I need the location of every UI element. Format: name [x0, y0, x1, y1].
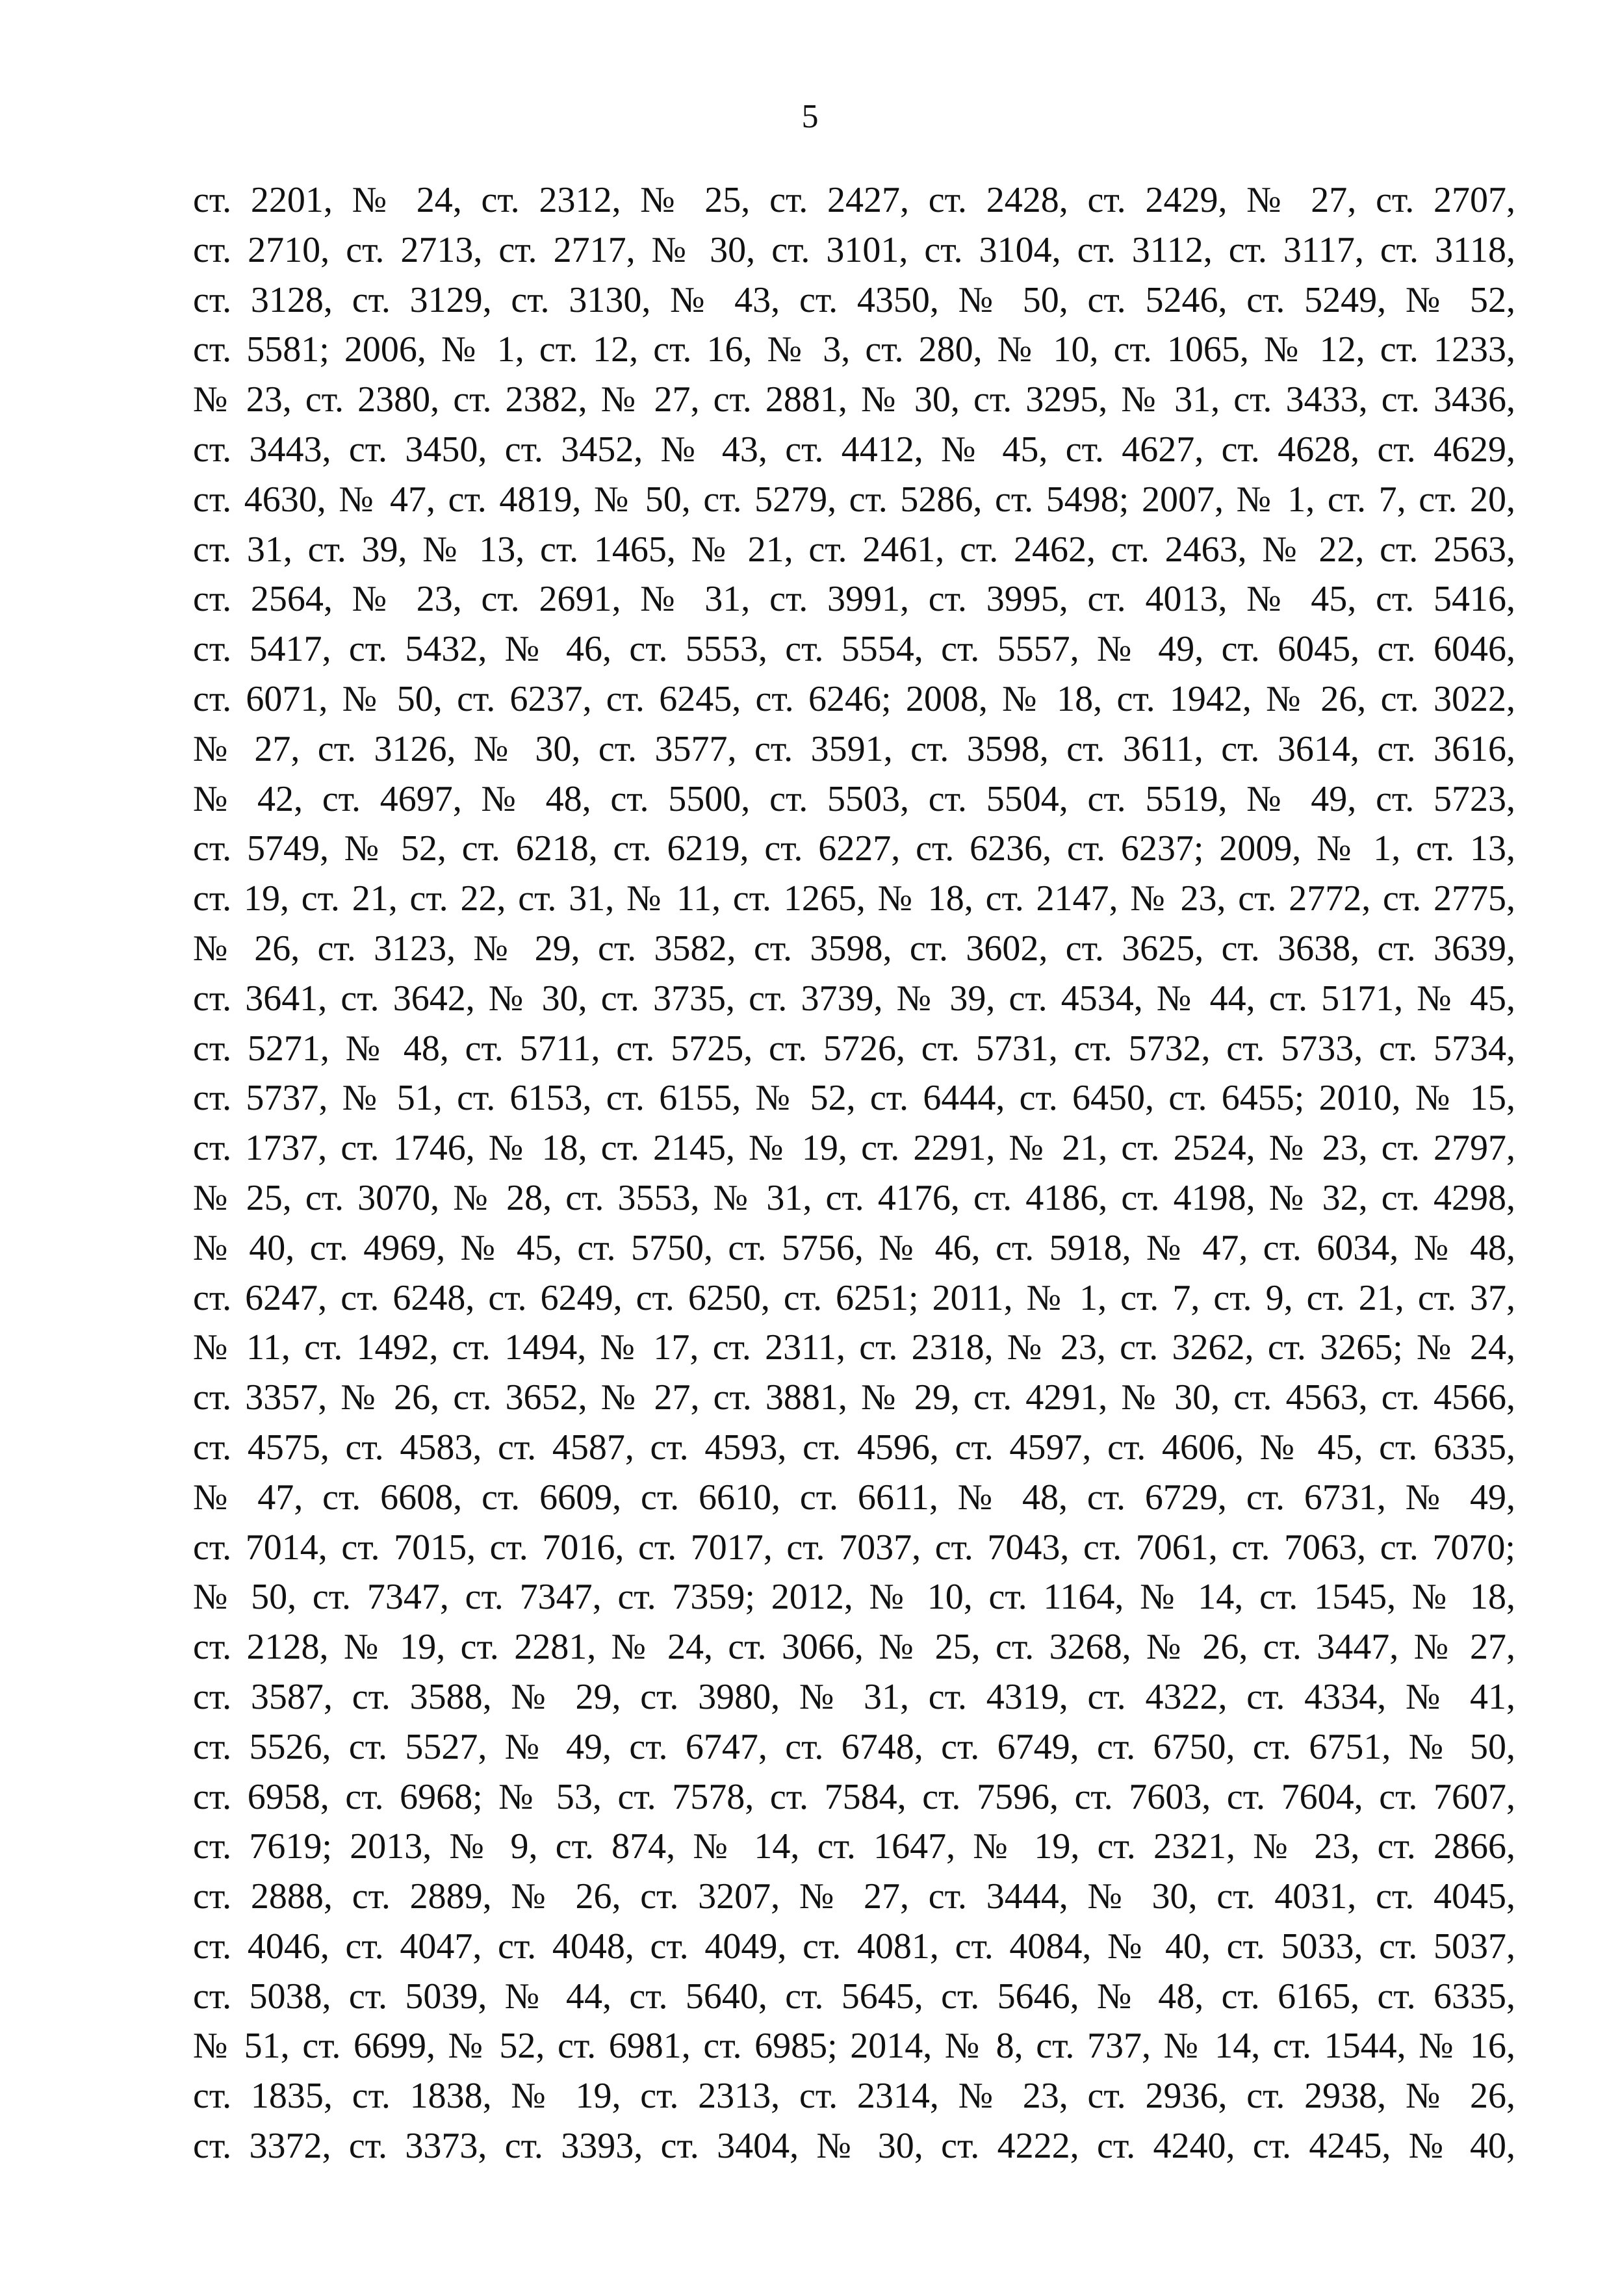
text-line: ст. 4046, ст. 4047, ст. 4048, ст. 4049, ст. 4081, ст. 4084, № 40, ст. 5033, ст. 5037,: [193, 1926, 1515, 1967]
text-line: ст. 2710, ст. 2713, ст. 2717, № 30, ст. 3101, ст. 3104, ст. 3112, ст. 3117, ст. 3118,: [193, 229, 1515, 270]
text-line: ст. 1835, ст. 1838, № 19, ст. 2313, ст. 2314, № 23, ст. 2936, ст. 2938, № 26,: [193, 2076, 1515, 2117]
text-line: ст. 3587, ст. 3588, № 29, ст. 3980, № 31, ст. 4319, ст. 4322, ст. 4334, № 41,: [193, 1676, 1515, 1717]
text-line: ст. 5271, № 48, ст. 5711, ст. 5725, ст. 5726, ст. 5731, ст. 5732, ст. 5733, ст. 5734,: [193, 1028, 1515, 1069]
text-line: № 27, ст. 3126, № 30, ст. 3577, ст. 3591, ст. 3598, ст. 3611, ст. 3614, ст. 3616,: [193, 728, 1515, 769]
text-line: ст. 19, ст. 21, ст. 22, ст. 31, № 11, ст. 1265, № 18, ст. 2147, № 23, ст. 2772, ст. 2775,: [193, 878, 1515, 919]
text-line: № 42, ст. 4697, № 48, ст. 5500, ст. 5503, ст. 5504, ст. 5519, № 49, ст. 5723,: [193, 778, 1515, 819]
text-line: ст. 5417, ст. 5432, № 46, ст. 5553, ст. 5554, ст. 5557, № 49, ст. 6045, ст. 6046,: [193, 629, 1515, 670]
text-line: № 23, ст. 2380, ст. 2382, № 27, ст. 2881, № 30, ст. 3295, № 31, ст. 3433, ст. 3436,: [193, 379, 1515, 420]
text-line: № 25, ст. 3070, № 28, ст. 3553, № 31, ст. 4176, ст. 4186, ст. 4198, № 32, ст. 4298,: [193, 1177, 1515, 1218]
text-line: ст. 6958, ст. 6968; № 53, ст. 7578, ст. 7584, ст. 7596, ст. 7603, ст. 7604, ст. 7607,: [193, 1776, 1515, 1817]
text-line: ст. 6071, № 50, ст. 6237, ст. 6245, ст. 6246; 2008, № 18, ст. 1942, № 26, ст. 3022,: [193, 678, 1515, 719]
page-number: 5: [801, 98, 819, 135]
text-line: № 47, ст. 6608, ст. 6609, ст. 6610, ст. 6611, № 48, ст. 6729, ст. 6731, № 49,: [193, 1477, 1515, 1518]
text-line: ст. 3357, № 26, ст. 3652, № 27, ст. 3881, № 29, ст. 4291, № 30, ст. 4563, ст. 4566,: [193, 1377, 1515, 1418]
text-line: № 26, ст. 3123, № 29, ст. 3582, ст. 3598, ст. 3602, ст. 3625, ст. 3638, ст. 3639,: [193, 928, 1515, 969]
text-line: ст. 7619; 2013, № 9, ст. 874, № 14, ст. 1647, № 19, ст. 2321, № 23, ст. 2866,: [193, 1826, 1515, 1867]
text-line: ст. 2564, № 23, ст. 2691, № 31, ст. 3991, ст. 3995, ст. 4013, № 45, ст. 5416,: [193, 579, 1515, 620]
text-line: № 51, ст. 6699, № 52, ст. 6981, ст. 6985; 2014, № 8, ст. 737, № 14, ст. 1544, № 16,: [193, 2026, 1515, 2067]
text-line: ст. 4630, № 47, ст. 4819, № 50, ст. 5279, ст. 5286, ст. 5498; 2007, № 1, ст. 7, ст. 20,: [193, 479, 1515, 520]
text-line: ст. 2201, № 24, ст. 2312, № 25, ст. 2427, ст. 2428, ст. 2429, № 27, ст. 2707,: [193, 180, 1515, 220]
text-line: ст. 5737, № 51, ст. 6153, ст. 6155, № 52, ст. 6444, ст. 6450, ст. 6455; 2010, № 15,: [193, 1078, 1515, 1119]
text-line: ст. 31, ст. 39, № 13, ст. 1465, № 21, ст. 2461, ст. 2462, ст. 2463, № 22, ст. 2563,: [193, 529, 1515, 570]
text-line: ст. 5038, ст. 5039, № 44, ст. 5640, ст. 5645, ст. 5646, № 48, ст. 6165, ст. 6335,: [193, 1976, 1515, 2017]
text-line: ст. 1737, ст. 1746, № 18, ст. 2145, № 19, ст. 2291, № 21, ст. 2524, № 23, ст. 2797,: [193, 1128, 1515, 1169]
text-line: ст. 3641, ст. 3642, № 30, ст. 3735, ст. 3739, № 39, ст. 4534, № 44, ст. 5171, № 45,: [193, 978, 1515, 1019]
text-line: ст. 2888, ст. 2889, № 26, ст. 3207, № 27, ст. 3444, № 30, ст. 4031, ст. 4045,: [193, 1876, 1515, 1917]
text-line: № 40, ст. 4969, № 45, ст. 5750, ст. 5756, № 46, ст. 5918, № 47, ст. 6034, № 48,: [193, 1227, 1515, 1268]
text-line: ст. 5581; 2006, № 1, ст. 12, ст. 16, № 3, ст. 280, № 10, ст. 1065, № 12, ст. 1233,: [193, 329, 1515, 370]
text-line: ст. 3372, ст. 3373, ст. 3393, ст. 3404, № 30, ст. 4222, ст. 4240, ст. 4245, № 40,: [193, 2126, 1515, 2167]
text-line: ст. 2128, № 19, ст. 2281, № 24, ст. 3066, № 25, ст. 3268, № 26, ст. 3447, № 27,: [193, 1627, 1515, 1668]
text-line: ст. 6247, ст. 6248, ст. 6249, ст. 6250, ст. 6251; 2011, № 1, ст. 7, ст. 9, ст. 21, ст. 37,: [193, 1277, 1515, 1318]
text-line: № 50, ст. 7347, ст. 7347, ст. 7359; 2012, № 10, ст. 1164, № 14, ст. 1545, № 18,: [193, 1577, 1515, 1618]
text-line: ст. 4575, ст. 4583, ст. 4587, ст. 4593, ст. 4596, ст. 4597, ст. 4606, № 45, ст. 6335,: [193, 1427, 1515, 1468]
text-line: ст. 7014, ст. 7015, ст. 7016, ст. 7017, ст. 7037, ст. 7043, ст. 7061, ст. 7063, ст. 7070;: [193, 1527, 1515, 1568]
text-line: ст. 3443, ст. 3450, ст. 3452, № 43, ст. 4412, № 45, ст. 4627, ст. 4628, ст. 4629,: [193, 429, 1515, 470]
text-line: № 11, ст. 1492, ст. 1494, № 17, ст. 2311, ст. 2318, № 23, ст. 3262, ст. 3265; № 24,: [193, 1327, 1515, 1368]
citation-text-block: [193, 175, 1515, 2171]
text-line: ст. 3128, ст. 3129, ст. 3130, № 43, ст. 4350, № 50, ст. 5246, ст. 5249, № 52,: [193, 279, 1515, 320]
text-line: ст. 5526, ст. 5527, № 49, ст. 6747, ст. 6748, ст. 6749, ст. 6750, ст. 6751, № 50,: [193, 1726, 1515, 1767]
text-line: ст. 5749, № 52, ст. 6218, ст. 6219, ст. 6227, ст. 6236, ст. 6237; 2009, № 1, ст. 13,: [193, 828, 1515, 869]
